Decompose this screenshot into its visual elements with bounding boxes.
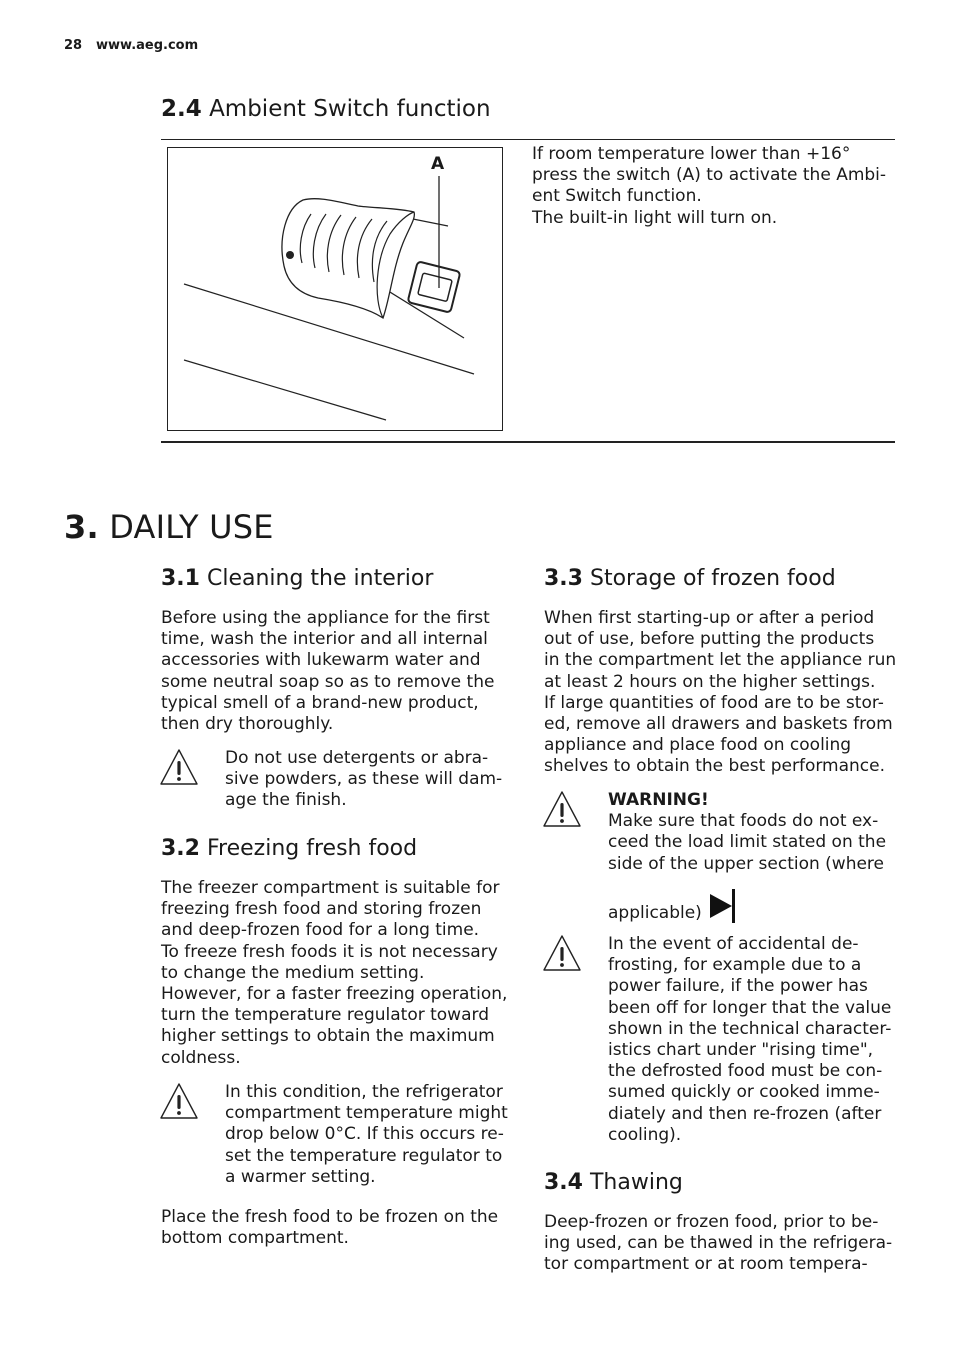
section-number: 2.4: [161, 96, 202, 122]
caution-line: the defrosted food must be con-: [608, 1061, 883, 1082]
section-3-2-caution: [225, 1082, 508, 1188]
paragraph-line: Deep-frozen or frozen food, prior to be-: [544, 1212, 879, 1232]
section-title: Cleaning the interior: [206, 566, 434, 591]
paragraph-line: appliance and place food on cooling: [544, 735, 852, 756]
paragraph-line: time, wash the interior and all internal: [161, 629, 488, 650]
paragraph-line: ing used, can be thawed in the refrigera-: [544, 1233, 893, 1254]
caution-line: diately and then re-frozen (after: [608, 1103, 882, 1124]
paragraph-line: accessories with lukewarm water and: [161, 650, 481, 671]
ambient-switch-illustration: [168, 148, 502, 430]
section-number: 3.1: [161, 566, 200, 591]
paragraph-line: When first starting-up or after a period: [544, 608, 875, 628]
paragraph-line: The freezer compartment is suitable for: [161, 878, 500, 898]
paragraph-line: coldness.: [161, 1047, 241, 1068]
caution-icon: [542, 933, 582, 973]
warning-line: ceed the load limit stated on the: [608, 832, 887, 853]
page-number: 28: [64, 38, 83, 53]
section-3-2-heading: [161, 836, 417, 861]
caution-line: set the temperature regulator to: [225, 1145, 503, 1166]
section-3-2-after: [161, 1207, 498, 1249]
paragraph-line: bottom compartment.: [161, 1228, 349, 1249]
section-3-2-text: [161, 878, 507, 1069]
caution-line: sumed quickly or cooked imme-: [608, 1082, 880, 1103]
paragraph-line: to change the medium setting.: [161, 962, 425, 983]
paragraph-line: tor compartment or at room tempera-: [544, 1254, 868, 1275]
caution-line: drop below 0°C. If this occurs re-: [225, 1124, 504, 1145]
section-title: Thawing: [589, 1170, 683, 1195]
caution-icon: [159, 747, 199, 787]
caution-line: a warmer setting.: [225, 1166, 376, 1187]
paragraph-line: at least 2 hours on the higher settings.: [544, 671, 876, 692]
warning-icon: [542, 789, 582, 829]
caution-line: frosting, for example due to a: [608, 955, 862, 976]
paragraph-line: ed, remove all drawers and baskets from: [544, 714, 893, 735]
header-url: www.aeg.com: [96, 38, 199, 53]
paragraph-line: turn the temperature regulator toward: [161, 1005, 489, 1026]
section-3-3-warning: [608, 790, 886, 924]
caution-line: cooling).: [608, 1124, 682, 1145]
paragraph-line: then dry thoroughly.: [161, 714, 334, 735]
paragraph-line: To freeze fresh foods it is not necessary: [161, 941, 498, 962]
section-2-4-heading: [161, 96, 491, 122]
section-2-4-text: [532, 144, 886, 229]
caution-line: In the event of accidental de-: [608, 934, 859, 954]
load-limit-symbol-icon: [709, 888, 737, 924]
section-title: Storage of frozen food: [589, 566, 836, 591]
caution-line: compartment temperature might: [225, 1103, 508, 1124]
paragraph-line: However, for a faster freezing operation,: [161, 984, 508, 1005]
section-3-1-heading: [161, 566, 433, 591]
section-bottom-rule: [161, 441, 895, 443]
chapter-heading: [64, 508, 274, 546]
paragraph-line: shelves to obtain the best performance.: [544, 756, 885, 777]
caution-line: age the finish.: [225, 790, 347, 811]
chapter-title: DAILY USE: [109, 508, 274, 546]
caution-line: istics chart under "rising time",: [608, 1040, 874, 1061]
ambient-switch-figure: [167, 147, 503, 431]
paragraph-line: in the compartment let the appliance run: [544, 650, 897, 671]
paragraph-line: higher settings to obtain the maximum: [161, 1026, 495, 1047]
section-3-4-heading: [544, 1170, 683, 1195]
paragraph-line: and deep-frozen food for a long time.: [161, 920, 480, 941]
section-number: 3.2: [161, 836, 200, 861]
section-3-3-caution: [608, 934, 891, 1146]
chapter-number: 3.: [64, 508, 99, 546]
section-number: 3.4: [544, 1170, 583, 1195]
section-3-3-heading: [544, 566, 836, 591]
warning-line: Make sure that foods do not ex-: [608, 811, 879, 832]
section-title: Freezing fresh food: [206, 836, 418, 861]
paragraph-line: some neutral soap so as to remove the: [161, 671, 495, 692]
paragraph-line: If room temperature lower than +16°: [532, 144, 851, 164]
caution-icon: [159, 1081, 199, 1121]
section-top-rule: [161, 139, 895, 140]
paragraph-line: out of use, before putting the products: [544, 629, 875, 650]
section-3-4-text: [544, 1212, 892, 1276]
warning-last-text: applicable): [608, 902, 702, 923]
section-number: 3.3: [544, 566, 583, 591]
paragraph-line: ent Switch function.: [532, 186, 702, 207]
caution-line: been off for longer that the value: [608, 997, 892, 1018]
paragraph-line: press the switch (A) to activate the Ambi-: [532, 165, 887, 186]
caution-line: Do not use detergents or abra-: [225, 748, 489, 768]
paragraph-line: freezing fresh food and storing frozen: [161, 899, 482, 920]
warning-last-line: [608, 888, 886, 924]
section-3-3-text: [544, 608, 896, 778]
paragraph-line: If large quantities of food are to be stor-: [544, 692, 884, 713]
caution-line: power failure, if the power has: [608, 976, 868, 997]
paragraph-line: typical smell of a brand-new product,: [161, 692, 479, 713]
paragraph-line: The built-in light will turn on.: [532, 207, 778, 228]
paragraph-line: Place the fresh food to be frozen on the: [161, 1207, 499, 1227]
warning-line: side of the upper section (where: [608, 853, 885, 874]
section-3-1-caution: [225, 748, 502, 812]
warning-title: WARNING!: [608, 790, 709, 810]
figure-label-a: A: [431, 154, 445, 174]
section-3-1-text: [161, 608, 494, 735]
caution-line: In this condition, the refrigerator: [225, 1082, 503, 1102]
caution-line: sive powders, as these will dam-: [225, 769, 503, 790]
section-title: Ambient Switch function: [209, 96, 491, 122]
paragraph-line: Before using the appliance for the first: [161, 608, 490, 628]
caution-line: shown in the technical character-: [608, 1018, 892, 1039]
